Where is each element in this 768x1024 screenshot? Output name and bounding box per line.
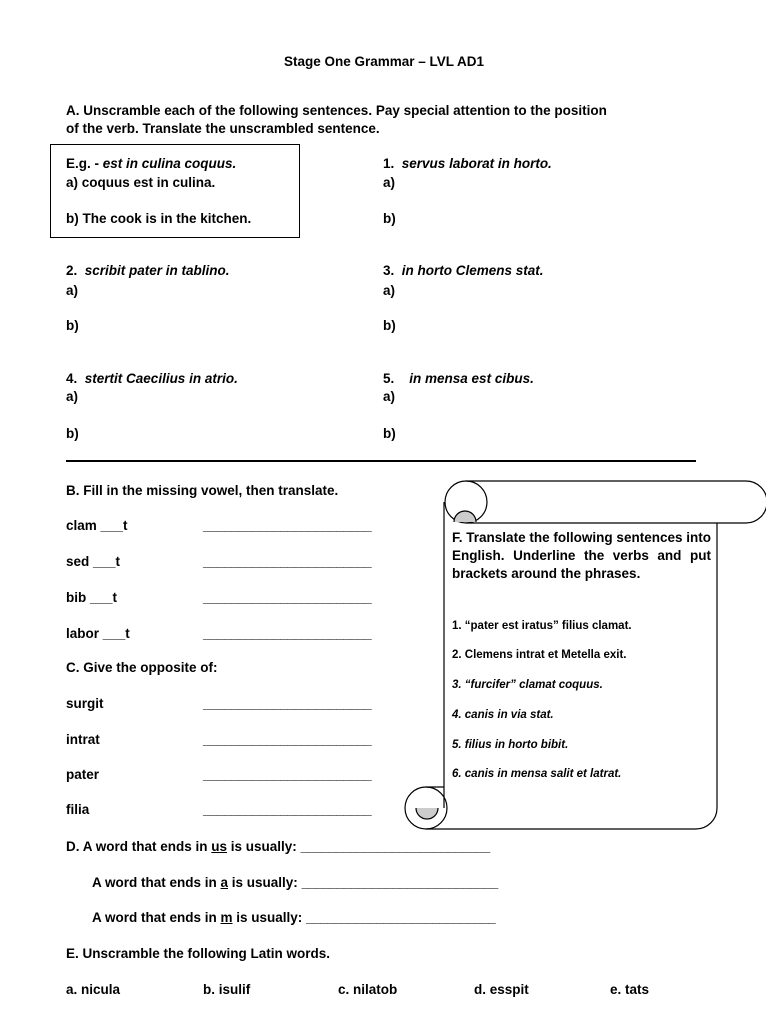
c-item-3: pater [66,767,100,782]
page-title: Stage One Grammar – LVL AD1 [283,54,485,69]
example-prompt: E.g. - est in culina coquus. [66,156,237,171]
a-item-3-a: a) [383,283,396,298]
a-item-3: 3. in horto Clemens stat. [383,263,544,278]
b-blank-2[interactable]: ________________________ [203,554,372,569]
b-item-2: sed ___t [66,554,121,569]
e-item-a: a. nicula [66,982,121,997]
a-item-1: 1. servus laborat in horto. [383,156,552,171]
b-item-3: bib ___t [66,590,118,605]
b-blank-3[interactable]: ________________________ [203,590,372,605]
c-blank-3[interactable]: ________________________ [203,767,372,782]
section-c-heading: C. Give the opposite of: [66,660,218,675]
section-f-instruction: F. Translate the following sentences into English. Underline the verbs and put brackets around the phrases. [452,530,711,581]
d-line-1: D. A word that ends in us is usually: ___________________________ [66,839,490,854]
c-item-2: intrat [66,732,100,747]
section-a-instruction-line2: of the verb. Translate the unscrambled sentence. [66,121,380,136]
b-blank-4[interactable]: ________________________ [203,626,372,641]
example-answer-b: b) The cook is in the kitchen. [66,211,252,226]
section-divider [66,460,696,462]
b-item-1: clam ___t [66,518,128,533]
a-item-2-a: a) [66,283,79,298]
a-item-5: 5. in mensa est cibus. [383,371,534,386]
c-blank-2[interactable]: ________________________ [203,732,372,747]
f-item-6: 6. canis in mensa salit et latrat. [452,768,622,780]
f-item-5: 5. filius in horto bibit. [452,739,569,751]
c-blank-1[interactable]: ________________________ [203,696,372,711]
a-item-5-b: b) [383,426,396,441]
d-line-3: A word that ends in m is usually: ___________________________ [92,910,496,925]
section-e-heading: E. Unscramble the following Latin words. [66,946,331,961]
d-line-2: A word that ends in a is usually: ____________________________ [92,875,498,890]
a-item-4: 4. stertit Caecilius in atrio. [66,371,238,386]
a-item-1-b: b) [383,211,396,226]
a-item-5-a: a) [383,389,396,404]
e-item-c: c. nilatob [338,982,398,997]
a-item-2-b: b) [66,318,79,333]
e-item-e: e. tats [610,982,650,997]
a-item-4-b: b) [66,426,79,441]
a-item-1-a: a) [383,175,396,190]
f-item-1: 1. “pater est iratus” filius clamat. [452,620,632,632]
a-item-3-b: b) [383,318,396,333]
a-item-2: 2. scribit pater in tablino. [66,263,230,278]
section-b-heading: B. Fill in the missing vowel, then translate. [66,483,339,498]
b-blank-1[interactable]: ________________________ [203,518,372,533]
f-item-4: 4. canis in via stat. [452,709,554,721]
b-item-4: labor ___t [66,626,130,641]
c-blank-4[interactable]: ________________________ [203,802,372,817]
f-item-3: 3. “furcifer” clamat coquus. [452,679,603,691]
e-item-d: d. esspit [474,982,529,997]
example-answer-a: a) coquus est in culina. [66,175,216,190]
c-item-4: filia [66,802,90,817]
f-item-2: 2. Clemens intrat et Metella exit. [452,649,627,661]
c-item-1: surgit [66,696,104,711]
a-item-4-a: a) [66,389,79,404]
e-item-b: b. isulif [203,982,251,997]
section-a-instruction-line1: A. Unscramble each of the following sentences. Pay special attention to the position [66,103,607,118]
